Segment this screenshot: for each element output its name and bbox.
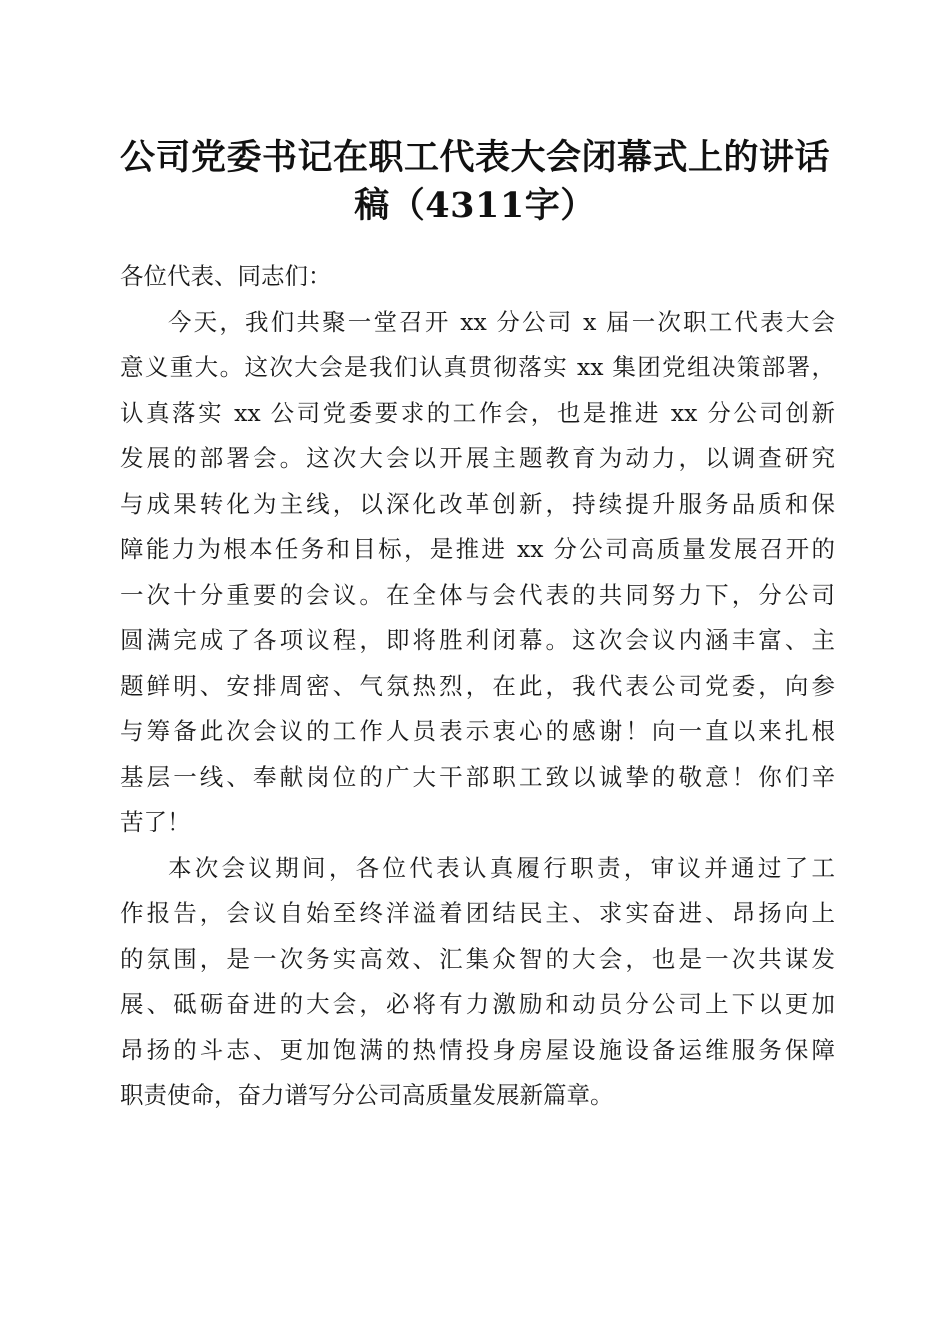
text-line: 障能力为根本任务和目标，是推进 xx 分公司高质量发展召开的 <box>120 535 835 563</box>
text-line: 认真落实 xx 公司党委要求的工作会，也是推进 xx 分公司创新 <box>120 398 835 427</box>
title-line: 公司党委书记在职工代表大会闭幕式上的讲话 <box>119 137 830 178</box>
text-line: 一次十分重要的会议。在全体与会代表的共同努力下，分公司 <box>120 580 835 609</box>
text-line: 与筹备此次会议的工作人员表示衷心的感谢！向一直以来扎根 <box>120 717 835 745</box>
text-line: 意义重大。这次大会是我们认真贯彻落实 xx 集团党组决策部署， <box>120 353 835 381</box>
text-line: 基层一线、奉献岗位的广大干部职工致以诚挚的敬意！你们辛 <box>120 762 835 791</box>
text-line: 作报告，会议自始至终洋溢着团结民主、求实奋进、昂扬向上 <box>120 899 835 927</box>
text-line: 的氛围，是一次务实高效、汇集众智的大会，也是一次共谋发 <box>120 944 835 973</box>
text-line: 本次会议期间，各位代表认真履行职责，审议并通过了工 <box>168 853 835 882</box>
text-line: 展、砥砺奋进的大会，必将有力激励和动员分公司上下以更加 <box>120 990 835 1018</box>
document-title <box>110 134 840 230</box>
document-body <box>120 254 835 1119</box>
title-line: 稿（4311字） <box>354 185 596 226</box>
text-line: 苦了！ <box>120 808 191 836</box>
paragraph-1 <box>120 300 835 846</box>
paragraph-2 <box>120 846 835 1119</box>
text-line: 今天，我们共聚一堂召开 xx 分公司 x 届一次职工代表大会 <box>168 307 835 336</box>
text-line: 题鲜明、安排周密、气氛热烈，在此，我代表公司党委，向参 <box>120 671 835 700</box>
salutation: 各位代表、同志们： <box>120 262 332 290</box>
text-line: 与成果转化为主线，以深化改革创新，持续提升服务品质和保 <box>120 489 835 518</box>
text-line: 昂扬的斗志、更加饱满的热情投身房屋设施设备运维服务保障 <box>120 1035 835 1064</box>
text-line: 发展的部署会。这次大会以开展主题教育为动力，以调查研究 <box>120 444 835 472</box>
text-line: 圆满完成了各项议程，即将胜利闭幕。这次会议内涵丰富、主 <box>120 626 835 654</box>
text-line: 职责使命，奋力谱写分公司高质量发展新篇章。 <box>120 1081 614 1109</box>
